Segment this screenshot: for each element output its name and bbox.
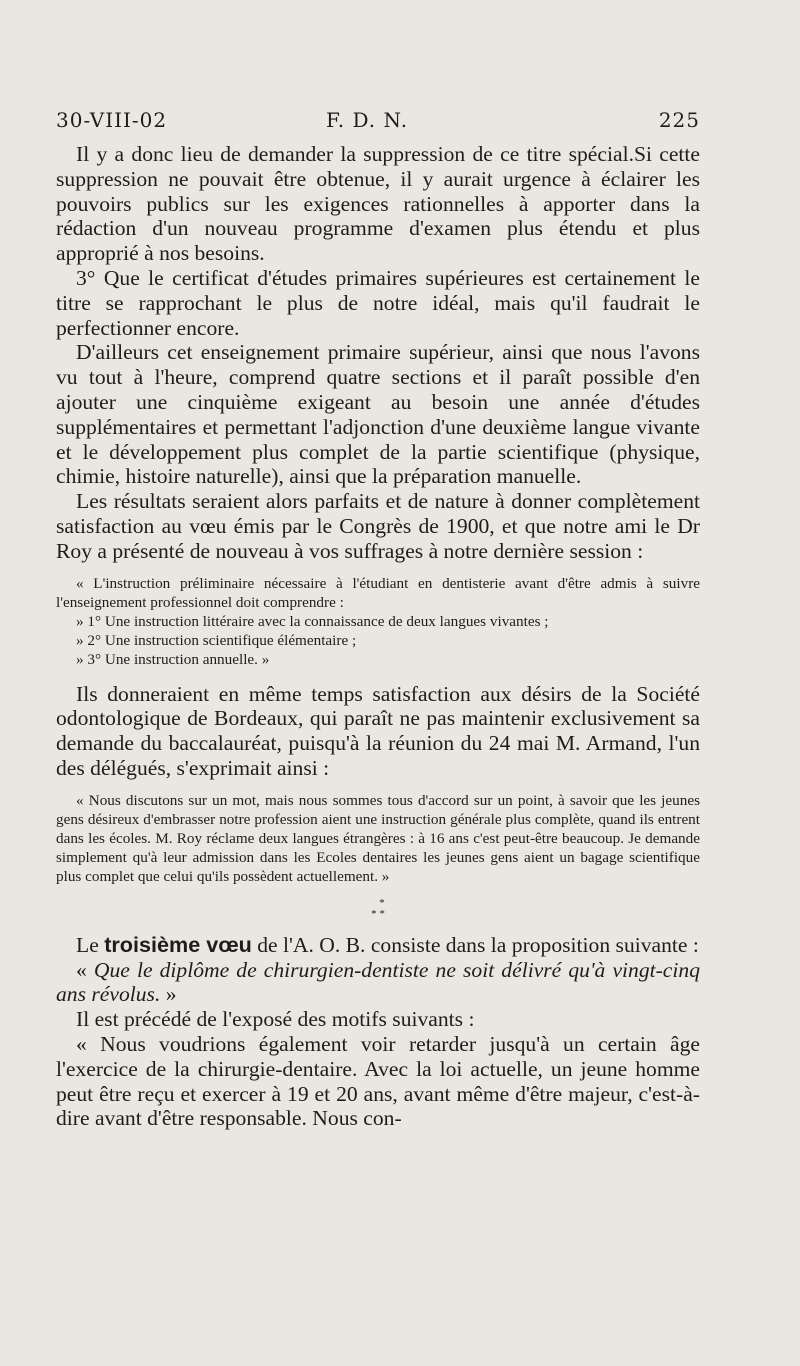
paragraph: Les résultats seraient alors parfaits et de nature à donner complètement satisfaction au vœu émis par le Congrès de 1900, et que notre ami le Dr Roy a présenté de nouveau à vos suffrages à notre dernière session : (56, 489, 700, 563)
paragraph (56, 933, 700, 958)
section-separator (56, 898, 700, 920)
separator-stars: * * (371, 907, 385, 920)
paragraph: Ils donneraient en même temps satisfaction aux désirs de la Société odontologique de Bordeaux, qui paraît ne pas maintenir exclusivement sa demande du baccalauréat, puisqu'à la réunion du 24 mai M. Armand, l'un des délégués, s'exprimait ainsi : (56, 681, 700, 780)
paragraph: « Nous voudrions également voir retarder jusqu'à un certain âge l'exercice de la chirurgie-dentaire. Avec la loi actuelle, un jeune homme peut être reçu et exercer à 19 et 20 ans, avant même d'être majeur, c'est-à-dire avant d'être responsable. Nous con- (56, 1031, 700, 1131)
bold-phrase: troisième vœu (104, 931, 252, 957)
paragraph-lead: Le (76, 932, 99, 957)
paragraph: D'ailleurs cet enseignement primaire supérieur, ainsi que nous l'avons vu tout à l'heure, comprend quatre sections et il paraît possible d'en ajouter une cinquième exigeant au besoin une année d'études supplémentaires et permettant l'adjonction d'une deuxième langue vivante et le développement plus complet de la partie scientifique (physique, chimie, histoire naturelle), ainsi que la préparation manuelle. (56, 340, 700, 489)
running-header (56, 108, 700, 138)
paragraph-quoted-wish (56, 958, 700, 1008)
page-body (56, 142, 700, 1131)
block-quote (56, 574, 700, 669)
quote-line: » 1° Une instruction littéraire avec la connaissance de deux langues vivantes ; (76, 612, 549, 630)
quote-line: » 2° Une instruction scientifique élémentaire ; (76, 631, 357, 649)
paragraph: Il y a donc lieu de demander la suppression de ce titre spécial.Si cette suppression ne pouvait être obtenue, il y aurait urgence à éclairer les pouvoirs publics sur les exigences rationnelles à apporter dans la rédaction d'un nouveau programme d'examen plus étendu et plus approprié à nos besoins. (56, 142, 700, 266)
paragraph: 3° Que le certificat d'études primaires supérieures est certainement le titre se rapprochant le plus de notre idéal, mais qu'il faudrait le perfectionner encore. (56, 265, 700, 340)
separator-star: * (379, 896, 385, 909)
quote-close: » (160, 982, 177, 1007)
quote-open: « (76, 957, 94, 982)
header-title: F. D. N. (326, 108, 409, 132)
paragraph: Il est précédé de l'exposé des motifs suivants : (76, 1007, 475, 1032)
header-date: 30-VIII-02 (56, 108, 168, 132)
quote-line: » 3° Une instruction annuelle. » (76, 650, 270, 668)
italic-wish: Que le diplôme de chirurgien-dentiste ne soit délivré qu'à vingt-cinq ans révolus. (56, 957, 700, 1007)
block-quote: « Nous discutons sur un mot, mais nous sommes tous d'accord sur un point, à savoir que les jeunes gens désireux d'embrasser notre profession aient une instruction générale plus complète, quand ils entrent dans les écoles. M. Roy réclame deux langues étrangères : à 16 ans c'est peut-être beaucoup. Je demande simplement qu'à leur admission dans les Ecoles dentaires les jeunes gens aient un bagage scientifique plus complet que celui qu'ils possèdent actuellement. » (56, 791, 700, 885)
quote-line: « L'instruction préliminaire nécessaire à l'étudiant en dentisterie avant d'être admis à suivre l'enseignement professionnel doit comprendre : (56, 574, 700, 611)
page-number: 225 (658, 108, 700, 132)
paragraph-rest: de l'A. O. B. consiste dans la proposition suivante : (257, 932, 699, 957)
